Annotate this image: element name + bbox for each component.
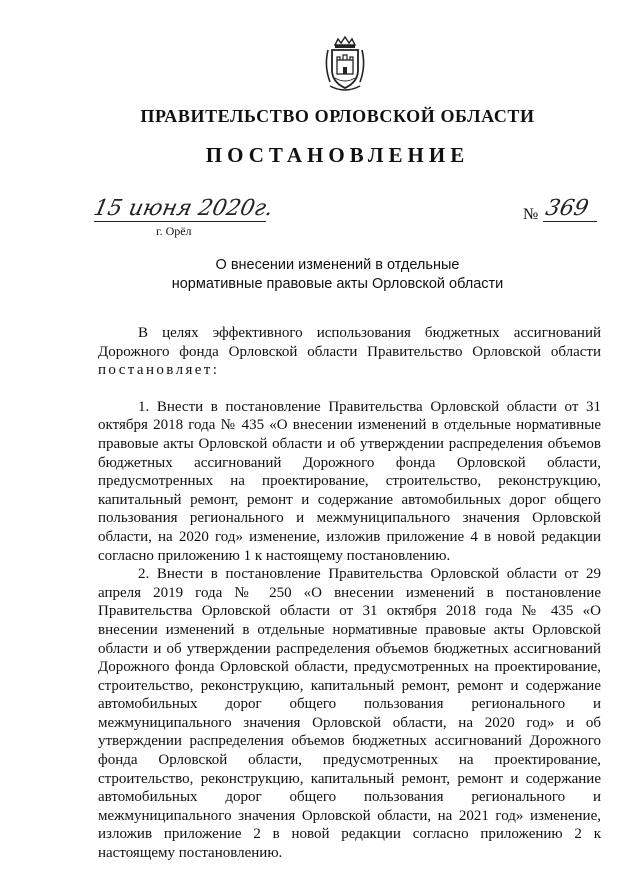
document-body	[98, 324, 601, 863]
government-title: ПРАВИТЕЛЬСТВО ОРЛОВСКОЙ ОБЛАСТИ	[140, 106, 535, 126]
document-subject	[0, 256, 639, 294]
number-sign: №	[523, 206, 539, 223]
item-2-paragraph: 2. Внести в постановление Правительства Орловской области от 29 апреля 2019 года № 250 «О внесении изменений в постановление Правительства Орловской области от 31 октября 2018 года № 435 «О внесении изменений в отдельные нормативные правовые акты Орловской области и об утверждении распределения объемов бюджетных ассигнований Дорожного фонда Орловской области, предусмотренных на проектирование, строительство, реконструкцию, капитальный ремонт, ремонт и содержание автомобильных дорог общего пользования регионального и межмуниципального значения Орловской области, на 2020 год» и об утверждении распределения объемов бюджетных ассигнований Дорожного фонда Орловской области, предусмотренных на проектирование, строительство, реконструкцию, капитальный ремонт, ремонт и содержание автомобильных дорог общего пользования регионального и межмуниципального значения Орловской области, на 2021 год» изменение, изложив приложение 2 в новой редакции согласно приложению 2 к настоящему постановлению.	[98, 566, 601, 862]
handwritten-number: 369	[543, 196, 591, 221]
subject-line-1: О внесении изменений в отдельные	[215, 257, 460, 273]
city-label: г. Орёл	[156, 224, 192, 238]
resolves-text: постановляет:	[98, 362, 220, 379]
preamble-text: В целях эффективного использования бюджетных ассигнований Дорожного фонда Орловской области Правительство Орловской области	[98, 325, 601, 360]
document-type-title: ПОСТАНОВЛЕНИЕ	[205, 143, 470, 167]
number-underline	[543, 221, 597, 222]
handwritten-date: 15 июня 2020г.	[91, 196, 276, 221]
item-1-paragraph: 1. Внести в постановление Правительства Орловской области от 31 октября 2018 года № 435 «О внесении изменений в отдельные нормативные правовые акты Орловской области и об утверждении распределения объемов бюджетных ассигнований Дорожного фонда Орловской области, предусмотренных на проектирование, строительство, реконструкцию, капитальный ремонт, ремонт и содержание автомобильных дорог общего пользования регионального и межмуниципального значения Орловской области, на 2020 год» изменение, изложив приложение 4 в новой редакции согласно приложению 1 к настоящему постановлению.	[98, 398, 601, 564]
preamble-paragraph	[98, 324, 601, 380]
subject-line-2: нормативные правовые акты Орловской области	[171, 276, 504, 292]
date-underline	[94, 221, 266, 222]
coat-of-arms-icon	[322, 36, 368, 94]
